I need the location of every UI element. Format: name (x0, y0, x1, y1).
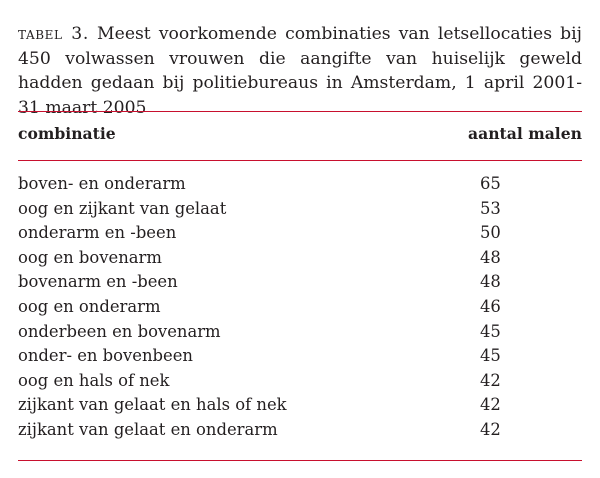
table-row (18, 344, 582, 369)
top-rule (18, 111, 582, 112)
row-combination: bovenarm en -been (18, 272, 178, 292)
bottom-rule (18, 460, 582, 461)
row-count: 45 (480, 346, 501, 366)
table-row (18, 369, 582, 394)
table-row (18, 320, 582, 345)
table-row (18, 418, 582, 443)
table-row (18, 295, 582, 320)
table-row (18, 246, 582, 271)
table-row (18, 270, 582, 295)
row-count: 48 (480, 247, 501, 267)
table-caption-text: Meest voorkomende combinaties van letsellocaties bij 450 volwassen vrouwen die aangifte van huiselijk geweld hadden gedaan bij politiebureaus in Amsterdam, 1 april 2001-31 maart 2005 (18, 24, 582, 118)
row-combination: zijkant van gelaat en hals of nek (18, 395, 287, 415)
table-row (18, 221, 582, 246)
column-header-count: aantal malen (468, 124, 582, 143)
table-row (18, 393, 582, 418)
row-combination: onderarm en -been (18, 223, 177, 243)
table-caption-label: tabel 3. (18, 24, 89, 44)
row-count: 46 (480, 296, 501, 316)
row-count: 42 (480, 395, 501, 415)
table-row (18, 197, 582, 222)
row-combination: oog en hals of nek (18, 370, 170, 390)
row-combination: zijkant van gelaat en onderarm (18, 419, 278, 439)
row-count: 48 (480, 272, 501, 292)
row-count: 45 (480, 321, 501, 341)
row-combination: oog en zijkant van gelaat (18, 198, 227, 218)
table-body (18, 172, 582, 443)
table-caption (18, 22, 582, 120)
row-combination: oog en bovenarm (18, 247, 162, 267)
row-combination: oog en onderarm (18, 296, 161, 316)
row-count: 42 (480, 370, 501, 390)
row-combination: onderbeen en bovenarm (18, 321, 221, 341)
row-combination: onder- en bovenbeen (18, 346, 193, 366)
header-rule (18, 160, 582, 161)
row-count: 65 (480, 174, 501, 193)
row-count: 50 (480, 223, 501, 243)
row-count: 53 (480, 198, 501, 218)
row-count: 42 (480, 419, 501, 439)
column-header-combination: combinatie (18, 124, 116, 143)
table-row (18, 172, 582, 197)
row-combination: boven- en onderarm (18, 174, 186, 193)
